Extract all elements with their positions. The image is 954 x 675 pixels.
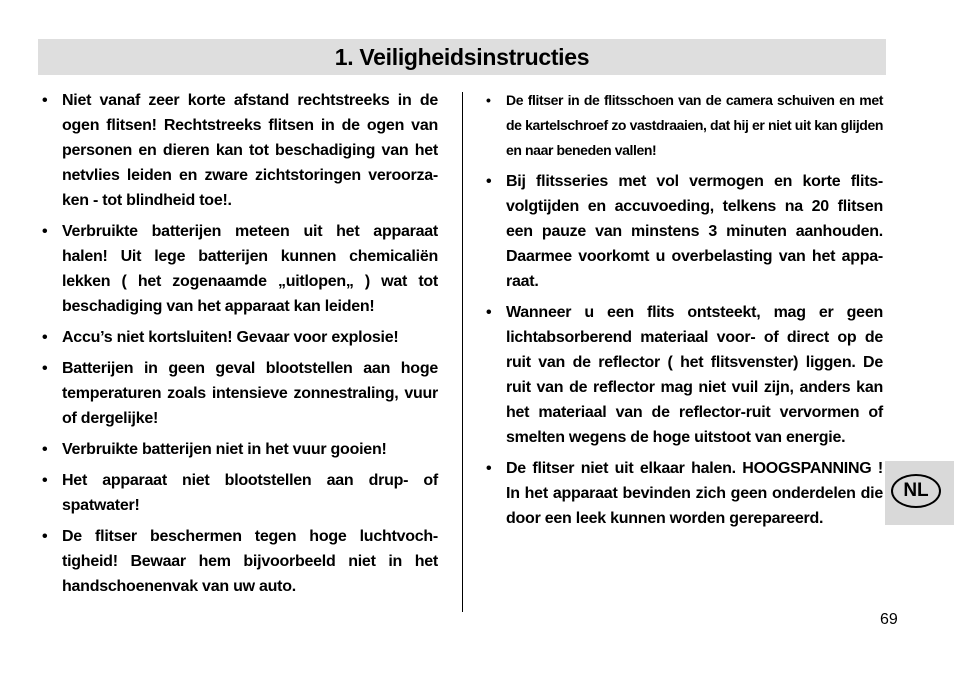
right-bullet-3: • Wanneer u een flits ontsteekt, mag er geen lichtabsorberend materiaal voor- of direct op de ruit van de reflector ( het flitsvenster) liggen. De ruit van de reflector mag niet vuil zijn, anders kan het materiaal van de reflector-ruit vervormen of smelten wegens de hoge uitstoot van energie. [484,300,883,450]
language-label: NL [891,474,941,508]
left-bullet-6: • Het apparaat niet blootstellen aan drup- of spatwater! [40,468,438,518]
right-column [484,88,883,537]
right-bullet-1: • De flitser in de flitsschoen van de camera schuiven en met de kartelschroef zo vastdraaien, dat hij er niet uit kan glijden en naar beneden vallen! [484,88,883,163]
left-column [40,88,438,605]
left-bullet-1: • Niet vanaf zeer korte afstand rechtstreeks in de ogen flitsen! Rechtstreeks flitsen in de ogen van personen en dieren kan tot beschadiging van het netvlies leiden en zware zichtstoringen veroorza-ken - tot blindheid toe!. [40,88,438,213]
page-title: 1. Veiligheidsinstructies [334,44,590,70]
left-bullet-3: • Accu’s niet kortsluiten! Gevaar voor explosie! [40,325,438,350]
left-bullet-4: • Batterijen in geen geval blootstellen aan hoge temperaturen zoals intensieve zonnestraling, vuur of dergelijke! [40,356,438,431]
column-divider [462,92,463,612]
language-tab [885,461,954,525]
page-number: 69 [880,611,898,628]
title-bar [38,39,886,75]
right-bullet-4: • De flitser niet uit elkaar halen. HOOGSPANNING ! In het apparaat bevinden zich geen onderdelen die door een leek kunnen worden gerepareerd. [484,456,883,531]
left-bullet-7: • De flitser beschermen tegen hoge luchtvoch-tigheid! Bewaar hem bijvoorbeeld niet in het handschoenenvak van uw auto. [40,524,438,599]
left-bullet-2: • Verbruikte batterijen meteen uit het apparaat halen! Uit lege batterijen kunnen chemicaliën lekken ( het zogenaamde „uitlopen„ ) wat tot beschadiging van het apparaat kan leiden! [40,219,438,319]
left-bullet-5: • Verbruikte batterijen niet in het vuur gooien! [40,437,438,462]
right-bullet-2: • Bij flitsseries met vol vermogen en korte flits-volgtijden en accuvoeding, telkens na 20 flitsen een pauze van minstens 3 minuten aanhouden. Daarmee voorkomt u overbelasting van het appa-raat. [484,169,883,294]
